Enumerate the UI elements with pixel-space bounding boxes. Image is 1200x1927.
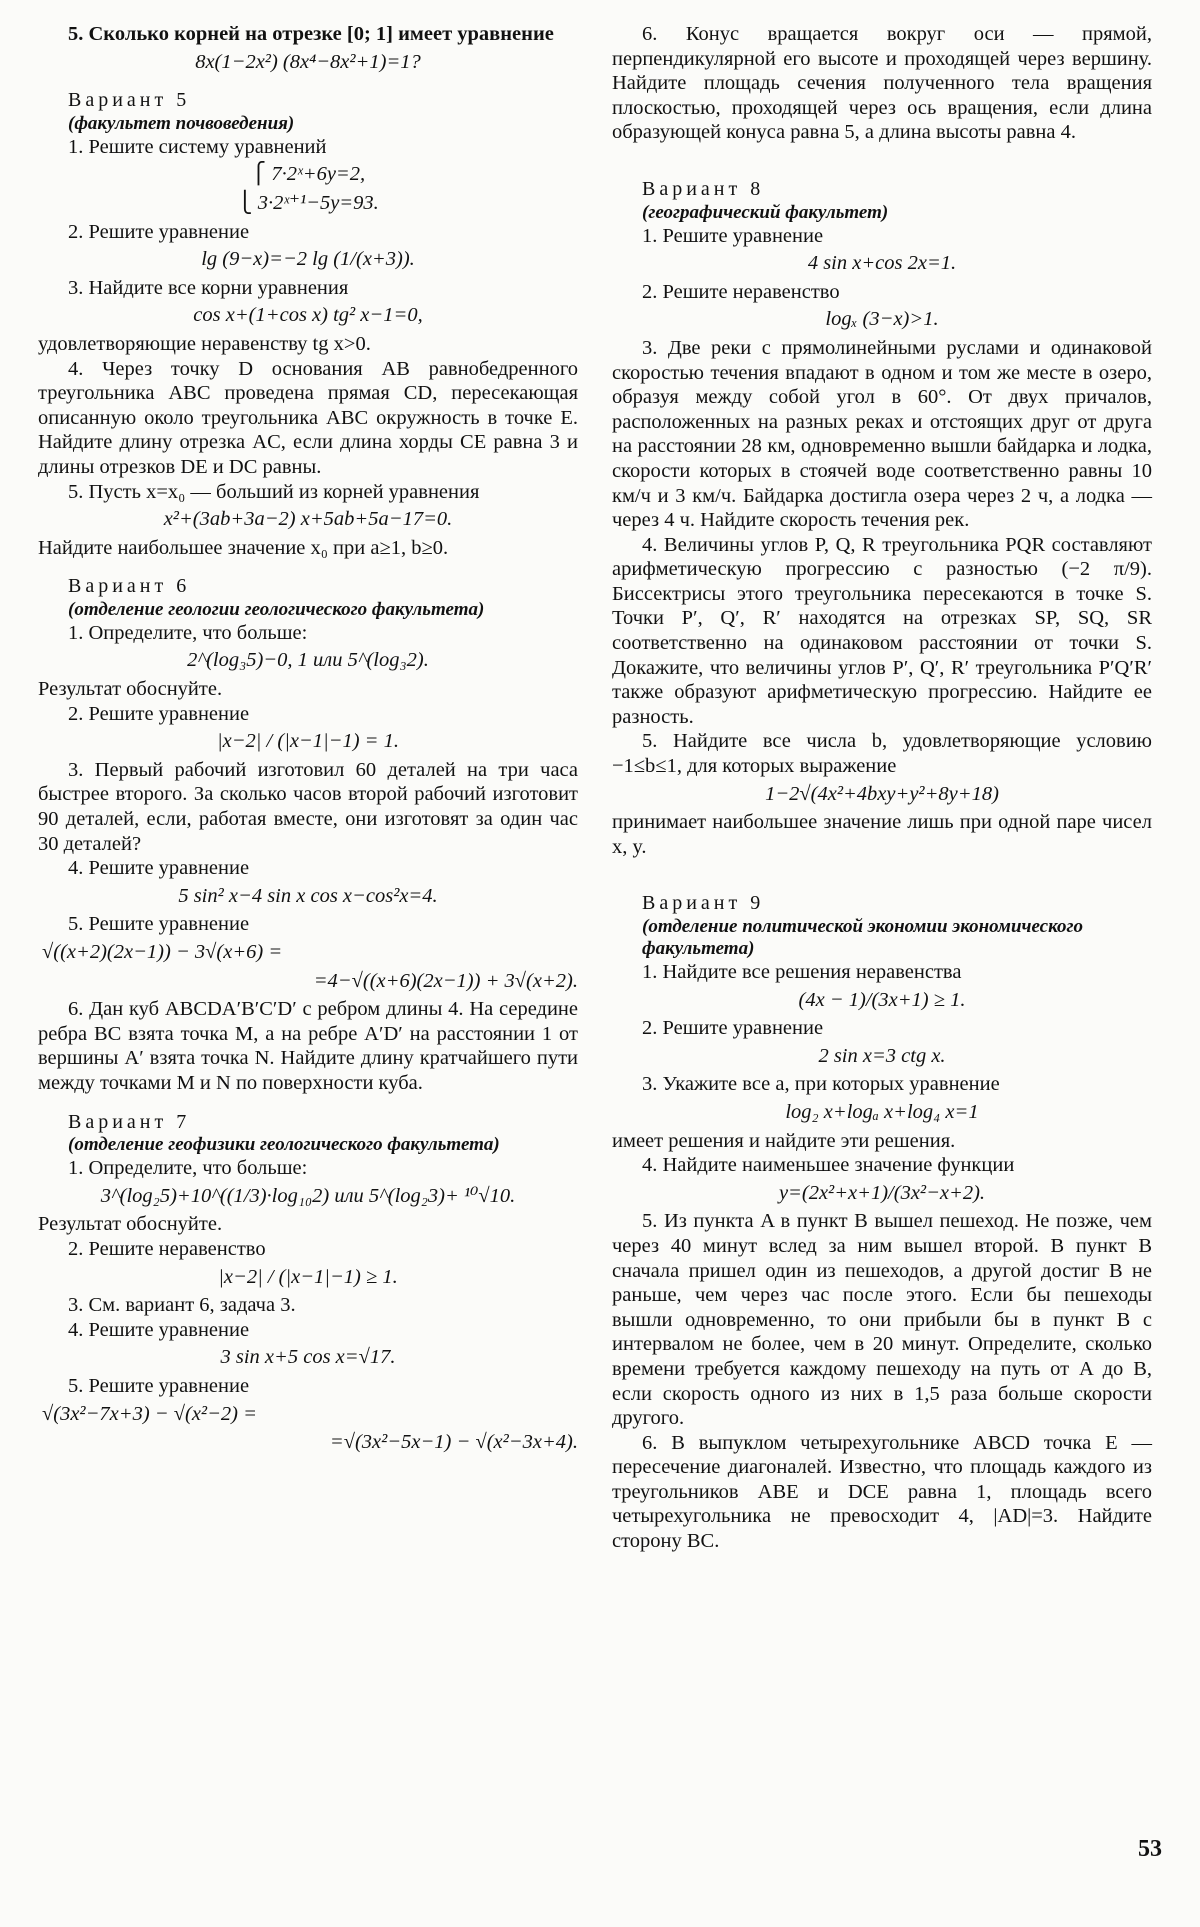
formula: |x−2| / (|x−1|−1) = 1. — [216, 730, 400, 753]
problem-text: 4. Величины углов P, Q, R треугольника PQR составляют арифметическую прогрессию с разностью (−2 π/9). Биссектрисы этого треугольника пересекаются в точке S. Точки P′, Q′, R′ находятся на отрезках SP, SQ, SR соответственно на одинаковом расстоянии от точки S. Докажите, что величины углов P′, Q′, R′ треугольника P′Q′R′ также образуют арифметическую прогрессию. Найдите ее разность. — [612, 533, 1152, 728]
formula: (4x − 1)/(3x+1) ≥ 1. — [798, 988, 966, 1011]
formula: 3 sin x+5 cos x=√17. — [220, 1346, 396, 1369]
formula: y=(2x²+x+1)/(3x²−x+2). — [778, 1181, 986, 1204]
left-column — [38, 22, 578, 1459]
formula: √((x+2)(2x−1)) − 3√(x+6) = — [42, 941, 283, 963]
formula: 4 sin x+cos 2x=1. — [807, 252, 957, 275]
problem-text: 4. Решите уравнение — [68, 857, 250, 880]
formula: |x−2| / (|x−1|−1) ≥ 1. — [218, 1265, 398, 1288]
problem-text: 5. Решите уравнение — [68, 1374, 250, 1397]
page-number: 53 — [1138, 1836, 1162, 1862]
variant-title: Вариант 6 — [68, 575, 191, 598]
formula: 5 sin² x−4 sin x cos x−cos²x=4. — [178, 884, 438, 907]
problem-text: 1. Решите уравнение — [642, 224, 824, 247]
problem-text: удовлетворяющие неравенству tg x>0. — [38, 332, 371, 355]
formula: log₂ x+logₐ x+log₄ x=1 — [785, 1100, 979, 1123]
formula: =4−√((x+6)(2x−1)) + 3√(x+2). — [313, 969, 578, 992]
problem-text: 5. Найдите все числа b, удовлетворяющие условию −1≤b≤1, для которых выражение — [612, 730, 1152, 778]
variant-title: Вариант 7 — [68, 1110, 191, 1133]
problem-text: 2. Решите уравнение — [68, 220, 250, 243]
problem-text: 5. Из пункта A в пункт B вышел пешеход. Не позже, чем через 40 минут вслед за ним вышел второй. В пункт B сначала пришел один из пешеходов, а другой достиг B не раньше, чем через час после этого. Если бы пешеходы вышли одновременно, то они прибыли бы в пункт B с интервалом не более, чем в 20 минут. Определите, сколько времени требуется каждому пешеходу на путь от A до B, если скорость одного из них в 1,5 раза больше скорости другого. — [612, 1210, 1152, 1430]
formula: 2 sin x=3 ctg x. — [818, 1044, 946, 1067]
formula: 2^(log₃5)−0, 1 или 5^(log₃2). — [187, 649, 429, 672]
formula: ⎧ 7·2ˣ+6y=2, — [250, 163, 366, 186]
problem-text: 1. Определите, что больше: — [68, 1157, 308, 1180]
formula: 8x(1−2x²) (8x⁴−8x²+1)=1? — [195, 50, 421, 73]
variant-subtitle: (отделение политической экономии экономического факультета) — [642, 916, 1084, 959]
problem-text: 1. Решите систему уравнений — [68, 135, 327, 158]
problem-text: 4. Решите уравнение — [68, 1318, 250, 1341]
problem-text: 3. Укажите все a, при которых уравнение — [642, 1073, 1000, 1096]
problem-text: Найдите наибольшее значение x₀ при a≥1, b≥0. — [38, 536, 449, 559]
problem-text: принимает наибольшее значение лишь при одной паре чисел x, y. — [612, 811, 1152, 858]
problem-text: Результат обоснуйте. — [38, 1213, 223, 1236]
problem-text: 3. Найдите все корни уравнения — [68, 276, 349, 299]
formula: 3^(log₂5)+10^((1/3)·log₁₀2) или 5^(log₂3)+ ¹⁰√10. — [100, 1184, 516, 1207]
variant-title: Вариант 5 — [68, 89, 191, 112]
problem-text: имеет решения и найдите эти решения. — [612, 1129, 956, 1152]
right-column — [612, 22, 1152, 1554]
formula: cos x+(1+cos x) tg² x−1=0, — [193, 304, 423, 327]
variant-subtitle: (географический факультет) — [642, 201, 889, 223]
problem-text: 3. Первый рабочий изготовил 60 деталей на три часа быстрее второго. За сколько часов второй рабочий изготовит 90 деталей, если, работая вместе, они изготовят за один час 30 деталей? — [38, 758, 578, 855]
problem-text: 6. В выпуклом четырехугольнике ABCD точка E — пересечение диагоналей. Известно, что площадь каждого из треугольников ABE и DCE равна 1, площадь всего четырехугольника не превосходит 4, |AD|=3. Найдите сторону BC. — [612, 1431, 1152, 1553]
formula: lg (9−x)=−2 lg (1/(x+3)). — [201, 248, 415, 271]
formula: logₓ (3−x)>1. — [825, 308, 939, 331]
variant-subtitle: (отделение геофизики геологического факультета) — [68, 1134, 500, 1156]
problem-text: 3. См. вариант 6, задача 3. — [68, 1294, 296, 1317]
variant-title: Вариант 8 — [642, 177, 765, 200]
spacer — [612, 859, 1152, 877]
problem-text: 6. Дан куб ABCDA′B′C′D′ с ребром длины 4. На середине ребра BC взята точка M, а на ребре A′D′ на расстоянии 1 от вершины A′ взята точка N. Найдите длину кратчайшего пути между точками M и N по поверхности куба. — [38, 998, 578, 1094]
problem-text: 5. Пусть x=x₀ — больший из корней уравнения — [68, 480, 480, 503]
variant-subtitle: (факультет почвоведения) — [68, 112, 295, 134]
problem-text: 5. Решите уравнение — [68, 913, 250, 936]
formula: =√(3x²−5x−1) − √(x²−3x+4). — [329, 1431, 578, 1454]
problem-text: 3. Две реки с прямолинейными руслами и одинаковой скоростью течения впадают в одном и том же месте в озеро, образуя между собой угол в 60°. От двух причалов, расположенных на разных реках и отстоящих друг от друга на расстоянии 28 км, одновременно вышли байдарка и лодка, скорости которых в стоячей воде соответственно равны 10 км/ч и 3 км/ч. Байдарка достигла озера через 2 ч, а лодка — через 4 ч. Найдите скорость течения рек. — [612, 336, 1152, 532]
problem-text: 1. Определите, что больше: — [68, 621, 308, 644]
problem-text: 2. Решите уравнение — [642, 1017, 824, 1040]
problem-text: 2. Решите неравенство — [68, 1237, 266, 1260]
problem-text: 4. Через точку D основания AB равнобедренного треугольника ABC проведена прямая CD, пересекающая описанную около треугольника ABC окружность в точке E. Найдите длину отрезка AC, если длина хорды CE равна 3 и длины отрезков DE и DC равны. — [38, 357, 578, 478]
problem-text: 2. Решите уравнение — [68, 702, 250, 725]
variant-title: Вариант 9 — [642, 892, 765, 915]
formula: √(3x²−7x+3) − √(x²−2) = — [42, 1402, 257, 1425]
spacer — [612, 145, 1152, 163]
problem-text: 4. Найдите наименьшее значение функции — [642, 1154, 1015, 1177]
problem-text: 5. Сколько корней на отрезке [0; 1] имеет уравнение — [68, 23, 554, 45]
formula: 1−2√(4x²+4bxy+y²+8y+18) — [765, 782, 999, 805]
formula: ⎩ 3·2ˣ⁺¹−5y=93. — [237, 191, 379, 214]
variant-subtitle: (отделение геологии геологического факультета) — [68, 598, 485, 620]
problem-text: Результат обоснуйте. — [38, 678, 223, 701]
problem-text: 6. Конус вращается вокруг оси — прямой, перпендикулярной его высоте и проходящей через вершину. Найдите площадь сечения полученного тела вращения плоскостью, проходящей через ось вращения, если длина образующей конуса равна 5, а длина высоты равна 4. — [612, 23, 1152, 144]
problem-text: 2. Решите неравенство — [642, 280, 840, 303]
problem-text: 1. Найдите все решения неравенства — [642, 961, 962, 983]
formula: x²+(3ab+3a−2) x+5ab+5a−17=0. — [163, 508, 453, 531]
